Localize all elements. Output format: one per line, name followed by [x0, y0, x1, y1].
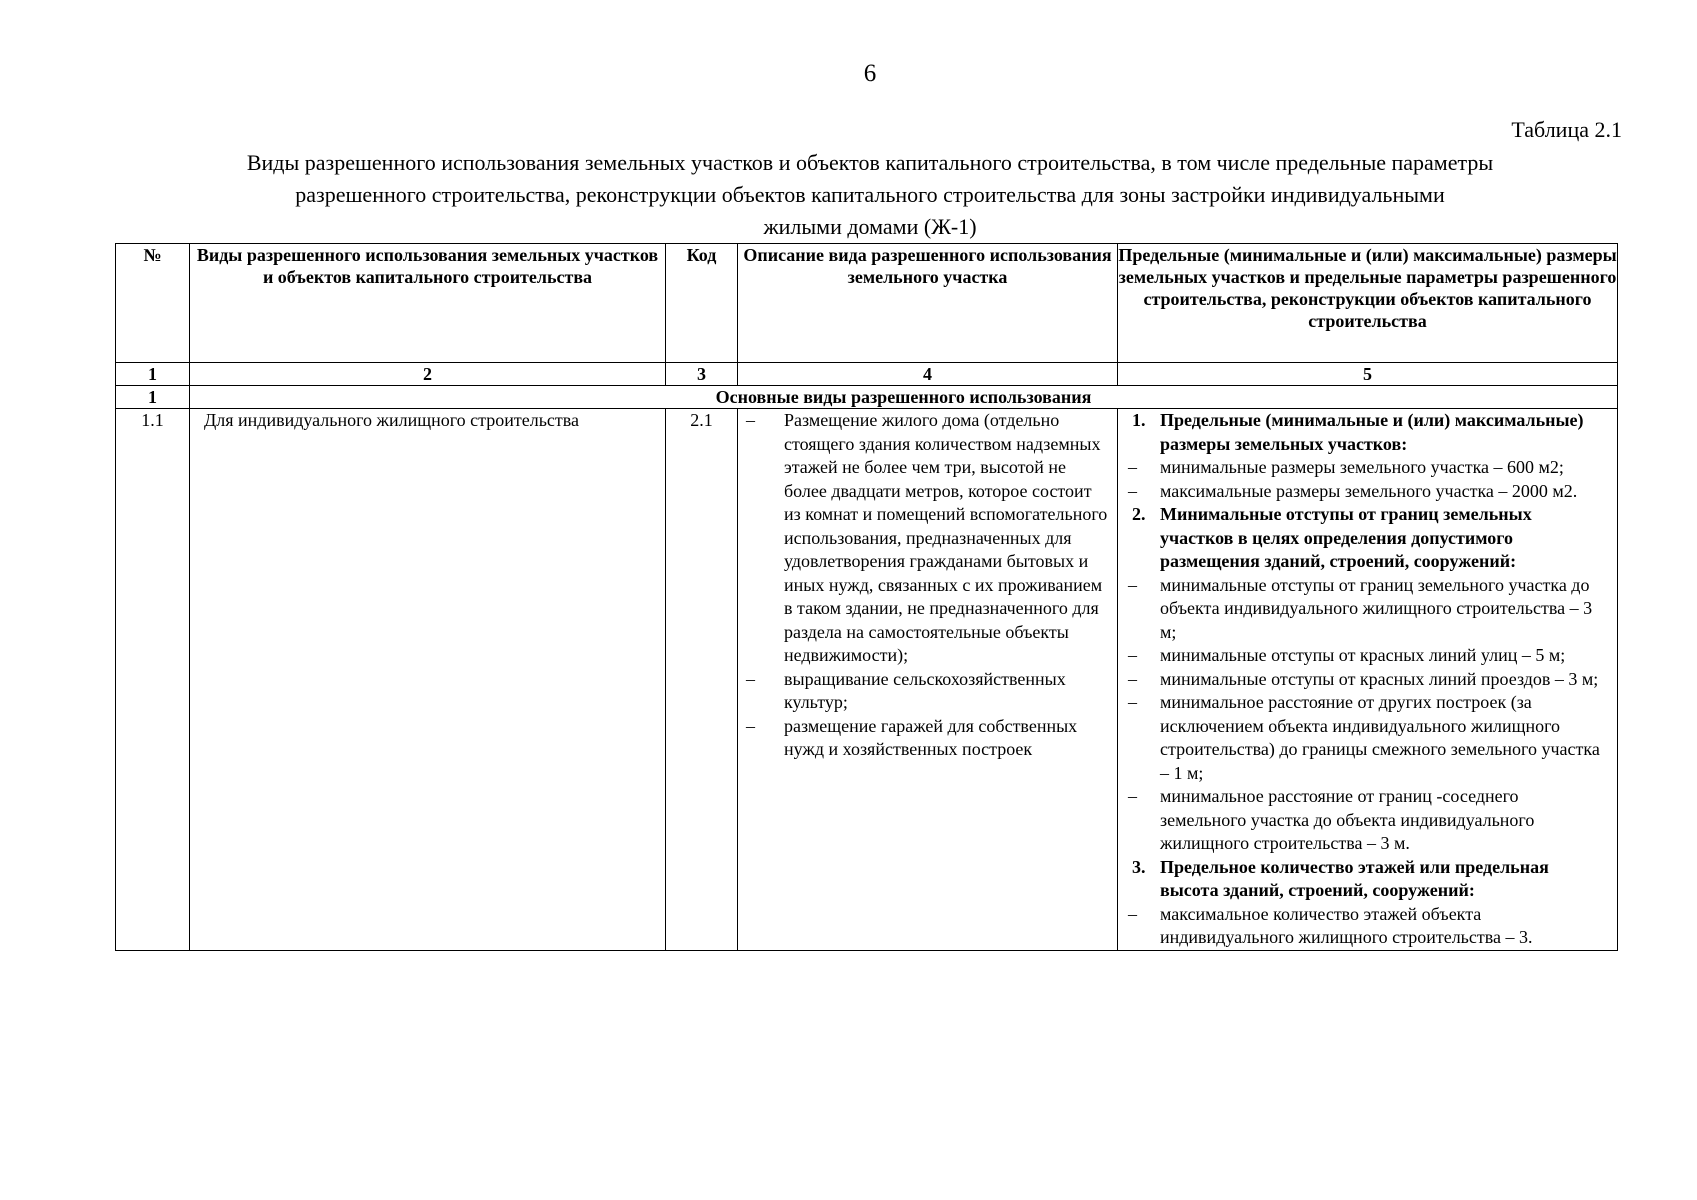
header-code: Код — [666, 244, 738, 363]
param-item: – минимальные отступы от границ земельного участка до объекта индивидуального жилищного строительства – 3 м; — [1128, 574, 1609, 645]
column-number: 1 — [116, 363, 190, 386]
permitted-use-table — [115, 243, 1618, 951]
header-number: № — [116, 244, 190, 363]
table-header-row — [116, 244, 1618, 363]
param-item: – минимальные отступы от красных линий проездов – 3 м; — [1128, 668, 1609, 692]
row-parameters — [1118, 409, 1618, 951]
header-description: Описание вида разрешенного использования земельного участка — [738, 244, 1118, 363]
title-line: Виды разрешенного использования земельных участков и объектов капитального строительства, в том числе предельные параметры — [246, 150, 1494, 175]
param-item: – минимальное расстояние от других построек (за исключением объекта индивидуального жилищного строительства) до границы смежного земельного участка – 1 м; — [1128, 691, 1609, 785]
param-heading-text: Предельное количество этажей или предельная высота зданий, строений, сооружений: — [1160, 856, 1549, 900]
description-item: – Размещение жилого дома (отдельно стоящего здания количеством надземных этажей не более чем три, высотой не более двадцати метров, которое состоит из комнат и помещений вспомогательного использования, предназначенных для удовлетворения гражданами бытовых и иных нужд, связанных с их проживанием в таком здании, не предназначенного для раздела на самостоятельные объекты недвижимости); — [746, 409, 1111, 668]
param-item: – максимальное количество этажей объекта индивидуального жилищного строительства – 3. — [1128, 903, 1609, 950]
column-number: 3 — [666, 363, 738, 386]
param-heading — [1128, 503, 1609, 574]
row-description — [738, 409, 1118, 951]
description-item: – выращивание сельскохозяйственных культур; — [746, 668, 1111, 715]
param-item: – минимальные размеры земельного участка – 600 м2; — [1128, 456, 1609, 480]
title-line: разрешенного строительства, реконструкции объектов капитального строительства для зоны застройки индивидуальными — [295, 182, 1445, 207]
section-number: 1 — [116, 386, 190, 409]
table-label: Таблица 2.1 — [1511, 117, 1622, 142]
header-parameters: Предельные (минимальные и (или) максимальные) размеры земельных участков и предельные параметры разрешенного строительства, реконструкции объектов капитального строительства — [1118, 244, 1618, 363]
description-item: – размещение гаражей для собственных нужд и хозяйственных построек — [746, 715, 1111, 762]
param-heading-text: Предельные (минимальные и (или) максимальные) размеры земельных участков: — [1160, 410, 1584, 454]
title-line: жилыми домами (Ж-1) — [763, 214, 977, 239]
header-use-types: Виды разрешенного использования земельных участков и объектов капитального строительства — [190, 244, 666, 363]
document-title — [150, 147, 1590, 243]
section-title: Основные виды разрешенного использования — [190, 386, 1618, 409]
description-list — [738, 409, 1117, 762]
param-item: – максимальные размеры земельного участка – 2000 м2. — [1128, 480, 1609, 504]
param-number: 2. — [1132, 504, 1146, 524]
section-row — [116, 386, 1618, 409]
column-number: 4 — [738, 363, 1118, 386]
row-number: 1.1 — [116, 409, 190, 951]
param-item: – минимальные отступы от красных линий улиц – 5 м; — [1128, 644, 1609, 668]
param-number: 1. — [1132, 410, 1146, 430]
column-numbers-row — [116, 363, 1618, 386]
page-number: 6 — [863, 60, 877, 87]
table-row — [116, 409, 1618, 951]
column-number: 5 — [1118, 363, 1618, 386]
param-heading-text: Минимальные отступы от границ земельных участков в целях определения допустимого размещения зданий, строений, сооружений: — [1160, 504, 1532, 571]
parameters-list — [1118, 409, 1617, 950]
row-use-type: Для индивидуального жилищного строительства — [190, 409, 666, 951]
param-heading — [1128, 856, 1609, 903]
row-code: 2.1 — [666, 409, 738, 951]
param-heading — [1128, 409, 1609, 456]
param-item: – минимальное расстояние от границ -соседнего земельного участка до объекта индивидуального жилищного строительства – 3 м. — [1128, 785, 1609, 856]
param-number: 3. — [1132, 856, 1146, 877]
column-number: 2 — [190, 363, 666, 386]
